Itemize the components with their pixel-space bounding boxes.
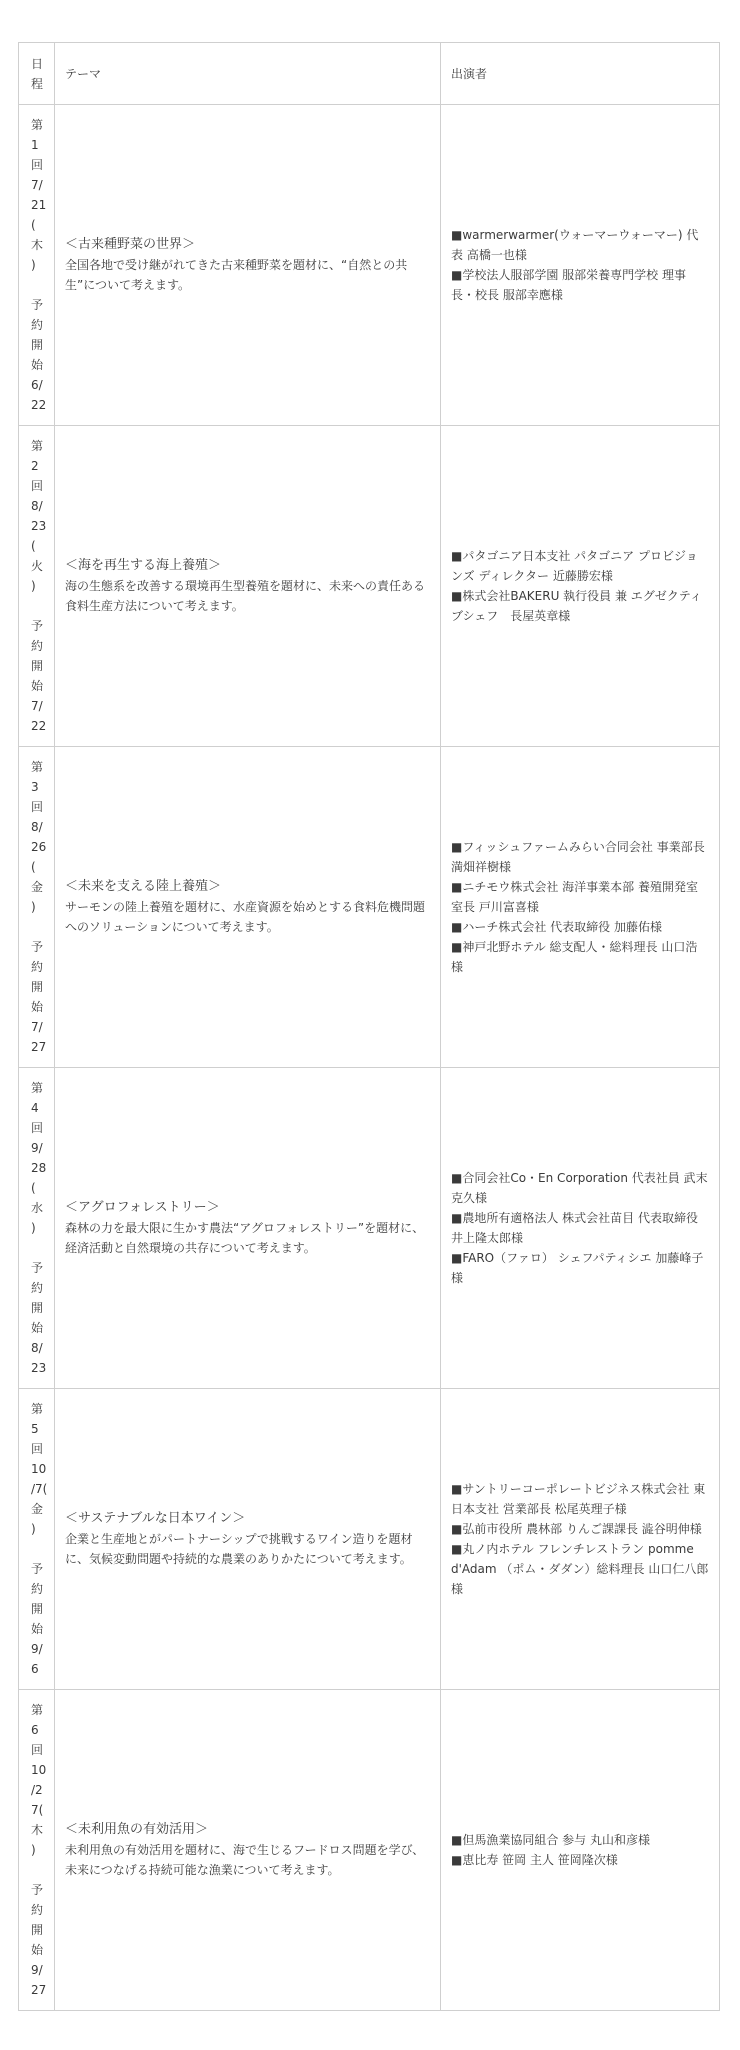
theme-cell	[55, 105, 441, 426]
theme-description: 海の生態系を改善する環境再生型養殖を題材に、未来への責任ある食料生産方法について考えます。	[65, 579, 426, 613]
performers-cell	[441, 1690, 720, 2011]
header-theme: テーマ	[55, 43, 441, 105]
theme-description: 全国各地で受け継がれてきた古来種野菜を題材に、“自然との共生”について考えます。	[65, 258, 408, 292]
schedule-table-container	[18, 42, 719, 2011]
theme-title: ＜海を再生する海上養殖＞	[65, 558, 222, 573]
performer-entry: ■フィッシュファームみらい合同会社 事業部長 満畑祥樹様	[451, 840, 705, 874]
performer-entry: ■サントリーコーポレートビジネス株式会社 東日本支社 営業部長 松尾英理子様	[451, 1482, 706, 1516]
header-performers: 出演者	[441, 43, 720, 105]
performer-entry: ■丸ノ内ホテル フレンチレストラン pomme d'Adam （ポム・ダダン）総料理長 山口仁八郎様	[451, 1542, 709, 1596]
table-row	[19, 1068, 720, 1389]
performer-entry: ■農地所有適格法人 株式会社苗目 代表取締役 井上隆太郎様	[451, 1211, 698, 1245]
performer-entry: ■恵比寿 笹岡 主人 笹岡隆次様	[451, 1853, 618, 1867]
schedule-cell: 第 6 回 10 /2 7( 木 ) 予 約 開 始 9/ 27	[19, 1690, 55, 2011]
performers-cell	[441, 1389, 720, 1690]
performers-cell	[441, 1068, 720, 1389]
performer-entry: ■神戸北野ホテル 総支配人・総料理長 山口浩様	[451, 940, 698, 974]
performer-entry: ■FARO（ファロ） シェフパティシエ 加藤峰子様	[451, 1251, 704, 1285]
theme-title: ＜未来を支える陸上養殖＞	[65, 879, 222, 894]
theme-title: ＜古来種野菜の世界＞	[65, 237, 196, 252]
theme-cell	[55, 1068, 441, 1389]
performer-entry: ■弘前市役所 農林部 りんご課課長 澁谷明伸様	[451, 1522, 702, 1536]
theme-cell	[55, 1690, 441, 2011]
theme-description: 未利用魚の有効活用を題材に、海で生じるフードロス問題を学び、未来につなげる持続可能な漁業について考えます。	[65, 1843, 425, 1877]
performers-cell	[441, 426, 720, 747]
theme-title: ＜サステナブルな日本ワイン＞	[65, 1511, 246, 1526]
header-schedule: 日 程	[19, 43, 55, 105]
theme-cell	[55, 747, 441, 1068]
schedule-cell: 第 1 回 7/ 21 ( 木 ) 予 約 開 始 6/ 22	[19, 105, 55, 426]
performer-entry: ■合同会社Co・En Corporation 代表社員 武末克久様	[451, 1171, 708, 1205]
theme-description: 森林の力を最大限に生かす農法“アグロフォレストリー”を題材に、経済活動と自然環境の共存について考えます。	[65, 1221, 425, 1255]
table-row	[19, 105, 720, 426]
theme-cell	[55, 1389, 441, 1690]
theme-description: サーモンの陸上養殖を題材に、水産資源を始めとする食料危機問題へのソリューションについて考えます。	[65, 900, 426, 934]
theme-cell	[55, 426, 441, 747]
schedule-cell: 第 2 回 8/ 23 ( 火 ) 予 約 開 始 7/ 22	[19, 426, 55, 747]
performers-cell	[441, 747, 720, 1068]
performer-entry: ■ハーチ株式会社 代表取締役 加藤佑様	[451, 920, 662, 934]
table-row	[19, 1389, 720, 1690]
schedule-cell: 第 4 回 9/ 28 ( 水 ) 予 約 開 始 8/ 23	[19, 1068, 55, 1389]
performer-entry: ■ニチモウ株式会社 海洋事業本部 養殖開発室 室長 戸川富喜様	[451, 880, 698, 914]
performer-entry: ■株式会社BAKERU 執行役員 兼 エグゼクティブシェフ 長屋英章様	[451, 589, 702, 623]
table-row	[19, 426, 720, 747]
theme-description: 企業と生産地とがパートナーシップで挑戦するワイン造りを題材に、気候変動問題や持続的な農業のありかたについて考えます。	[65, 1532, 413, 1566]
performer-entry: ■学校法人服部学園 服部栄養専門学校 理事長・校長 服部幸應様	[451, 268, 686, 302]
theme-title: ＜アグロフォレストリー＞	[65, 1200, 220, 1215]
theme-title: ＜未利用魚の有効活用＞	[65, 1822, 209, 1837]
table-header-row	[19, 43, 720, 105]
schedule-cell: 第 3 回 8/ 26 ( 金 ) 予 約 開 始 7/ 27	[19, 747, 55, 1068]
performers-cell	[441, 105, 720, 426]
table-row	[19, 747, 720, 1068]
performer-entry: ■但馬漁業協同組合 参与 丸山和彦様	[451, 1833, 650, 1847]
schedule-cell: 第 5 回 10 /7( 金 ) 予 約 開 始 9/ 6	[19, 1389, 55, 1690]
schedule-table	[18, 42, 720, 2011]
table-row	[19, 1690, 720, 2011]
performer-entry: ■warmerwarmer(ウォーマーウォーマー) 代表 高橋一也様	[451, 228, 699, 262]
performer-entry: ■パタゴニア日本支社 パタゴニア プロビジョンズ ディレクター 近藤勝宏様	[451, 549, 698, 583]
